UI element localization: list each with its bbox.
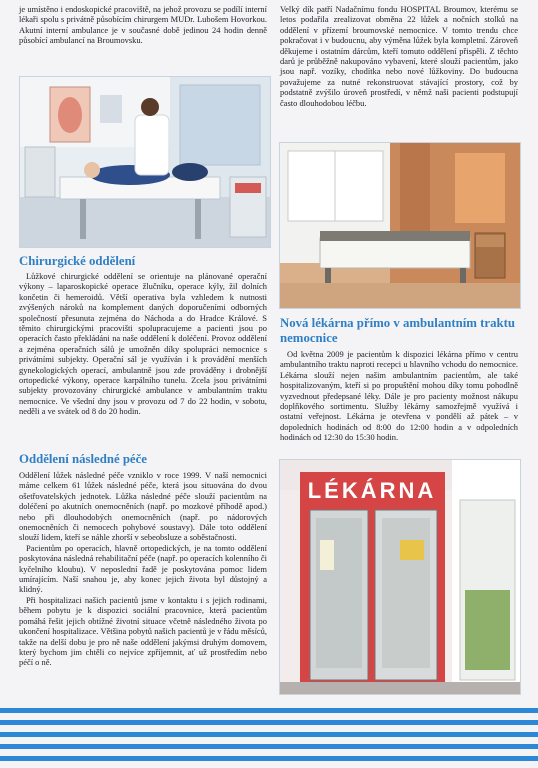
chirurgie-section [19, 254, 267, 417]
stripe-2 [0, 720, 538, 725]
lekarna-heading: Nová lékárna přímo v ambulantním traktu nemocnice [280, 316, 515, 345]
photo-ambulance-room [19, 76, 271, 248]
stripe-4 [0, 744, 538, 749]
nasledna-paragraph-2: Pacientům po operacích, hlavně ortopedických, je na tomto oddělení poskytována následná rehabilitační péče (např. po operacích kolenního či kyčelního kloubu). V neposlední řadě je poskytována pomoc lidem umírajícím. Naší snahou je, aby konec jejich života byl důstojný a klidný. [19, 542, 267, 595]
nasledna-paragraph-1: Oddělení lůžek následné péče vzniklo v roce 1999. V naší nemocnici máme celkem 61 lůžek následné péče, která jsou situována do dvou ošetřovatelských jednotek. Lůžka následné péče slouží pacientům na doléčení po akutních onemocněních (např. po mozkové příhodě apod.) nebo při dlouhodobých onemocněních (např. po nádorových onemocněních či nemocech pohybové soustavy). Dále toto oddělení slouží lidem, kteří se náhle zhorší v sebeobsluze a soběstačnosti. [19, 470, 267, 543]
chirurgie-heading: Chirurgické oddělení [19, 254, 136, 268]
pharmacy-sign-text: LÉKÁRNA [307, 478, 437, 503]
chirurgie-paragraph: Lůžkové chirurgické oddělení se orientuje na plánované operační výkony – laparoskopické operace žlučníku, operace kýly, žil dolních končetin či hemeroidů. Větší operativa byla vzhledem k nutnosti zvýšených nároků na komplement daných doporučeními odborných společností přesunuta zejména do Náchoda a do Hradce Králové. S těmito chirurgickými pracovišti spolupracujeme a pacienti jsou po operacích často překládáni na naše oddělení k doléčení. Provoz oddělení a zejména operačních sálů je umožněn díky spolupráci nemocnice s privátními subjekty. Operační sál je využíván i k provádění menších gynekologických operací, ambulantně jsou zde prováděny i drobnější ortopedické výkony, operace karpálního tunelu. Zcela jsou privátními subjekty provozovány chirurgické ambulance v ambulantním traktu nemocnice. Ve všední dny jsou v provozu od 7 do 22 hodin, v sobotu, neděli a ve svátek od 8 do 20 hodin. [19, 271, 267, 417]
left-column [19, 4, 267, 46]
nasledna-heading: Oddělení následné péče [19, 452, 147, 466]
lekarna-section [280, 316, 518, 443]
right-column [280, 4, 518, 108]
intro-paragraph-left: je umístěno i endoskopické pracoviště, na jehož provozu se podílí interní lékaři spolu s privátně působícím chirurgem MUDr. Lubošem Hovorkou. Akutní interní ambulance je v současné době jedinou 24 hodin denně působící ambulancí na Broumovsku. [19, 4, 267, 46]
stripe-5 [0, 756, 538, 761]
stripe-1 [0, 708, 538, 713]
nasledna-paragraph-3: Při hospitalizaci našich pacientů jsme v kontaktu i s jejich rodinami, během pobytu je k dispozici sociální pracovnice, která pacientům pomáhá řešit jejich obtížné životní situace včetně následného života po ukončení hospitalizace. Většina pobytů našich pacientů je v řádu měsíců, takže na delší dobu je pro ně naše oddělení jakýmsi druhým domovem, který bychom jim chtěli co nejvíce zpříjemnit, ať už prostředím nebo péčí o ně. [19, 594, 267, 668]
photo-pharmacy-entrance [279, 459, 521, 695]
photo-patient-room [279, 142, 521, 309]
intro-paragraph-right: Velký dík patří Nadačnímu fondu HOSPITAL Broumov, kterému se letos podařila zrealizovat obměna 22 lůžek a nočních stolků na oddělení v přízemí broumovské nemocnice. V tomto trendu chce pokračovat i v budoucnu, aby výměna lůžek byla kompletní. Zároveň děkujeme i ostatním dárcům, kteří tomuto oddělení přispěli. Z těchto darů je průběžně nakupováno vybavení, které slouží pacientům, jako jsou např. vozíky, chodítka nebo nové lůžkoviny. Do budoucna považujeme za nutné rekonstruovat stávající prostory, což by podstatně zvýšilo úroveň prostředí, v němž naši pacienti podstupují často dlouhodobou léčbu. [280, 4, 518, 108]
lekarna-paragraph: Od května 2009 je pacientům k dispozici lékárna přímo v centru ambulantního traktu naproti recepci u hlavního vchodu do nemocnice. Lékárna slouží nejen našim ambulantním pacientům, ale také hospitalizovaným, kteří si po propuštění mohou díky tomu pohodlně vyzvednout předepsané léky. Dále je pro pacienty možnost nákupu doplňkového sortimentu. Služby lékárny samozřejmě využívá i ostatní veřejnost. Lékárna je otevřena v pondělí až pátek – v dopoledních hodinách od 8:00 do 12:00 hodin a v odpoledních hodinách od 12:30 do 15:30 hodin. [280, 349, 518, 443]
nasledna-section [19, 452, 267, 668]
stripe-3 [0, 732, 538, 737]
